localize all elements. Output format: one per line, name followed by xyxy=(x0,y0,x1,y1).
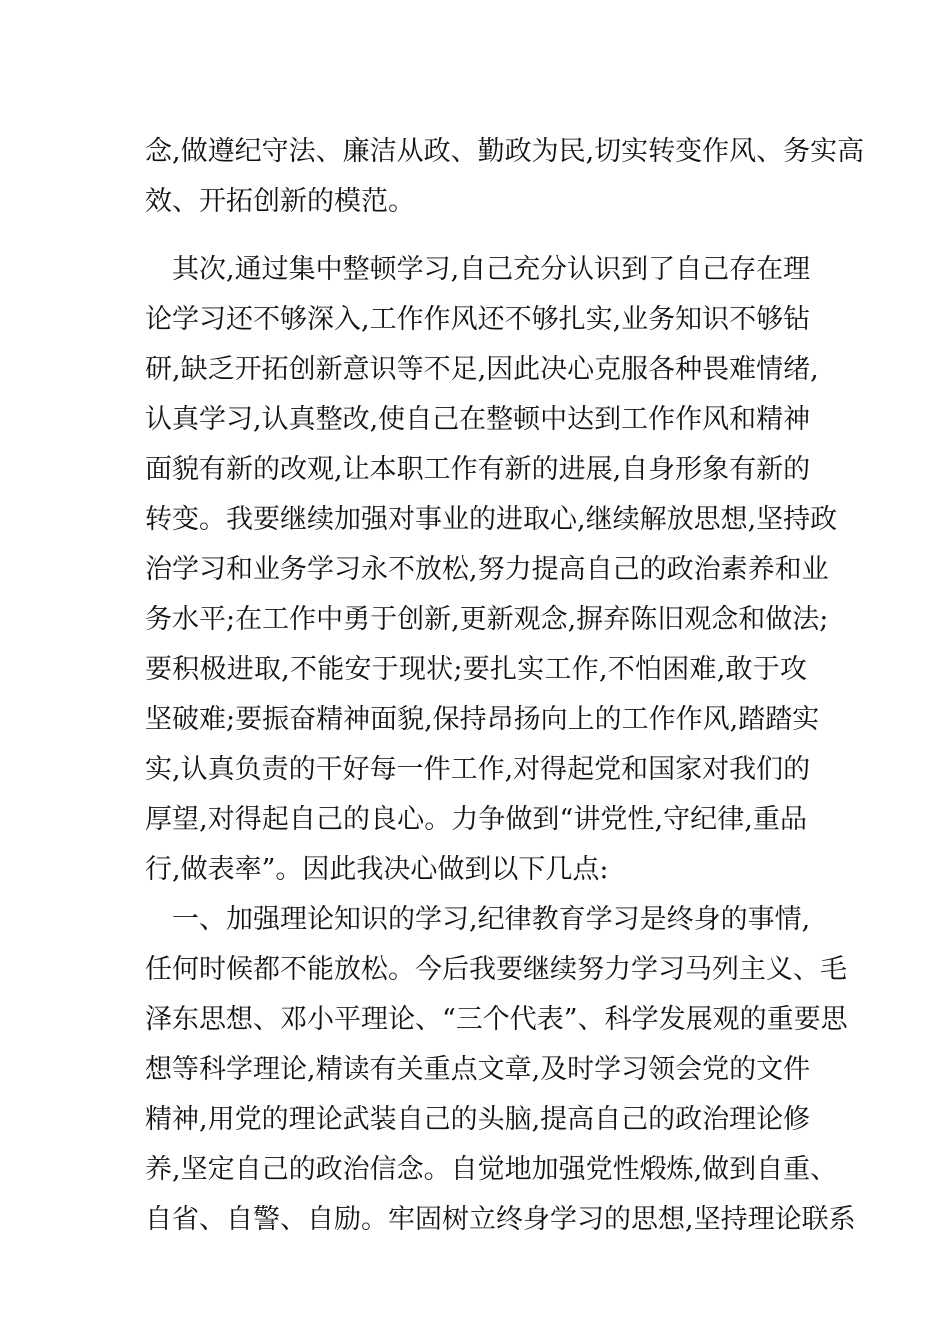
text-line: 转变。我要继续加强对事业的进取心,继续解放思想,坚持政 xyxy=(145,504,838,535)
text-line: 一、加强理论知识的学习,纪律教育学习是终身的事情, xyxy=(145,904,811,935)
text-line: 精神,用党的理论武装自己的头脑,提高自己的政治理论修 xyxy=(145,1104,811,1135)
text-line: 自省、自警、自励。牢固树立终身学习的思想,坚持理论联系 xyxy=(145,1204,856,1235)
text-line: 研,缺乏开拓创新意识等不足,因此决心克服各种畏难情绪, xyxy=(145,354,819,385)
text-line: 坚破难;要振奋精神面貌,保持昂扬向上的工作作风,踏踏实 xyxy=(145,704,820,735)
text-line: 任何时候都不能放松。今后我要继续努力学习马列主义、毛 xyxy=(145,954,847,985)
paragraph-3 xyxy=(145,895,856,1245)
text-line: 治学习和业务学习永不放松,努力提高自己的政治素养和业 xyxy=(145,554,829,585)
text-line: 想等科学理论,精读有关重点文章,及时学习领会党的文件 xyxy=(145,1054,811,1085)
text-line: 效、开拓创新的模范。 xyxy=(145,186,415,217)
text-line: 认真学习,认真整改,使自己在整顿中达到工作作风和精神 xyxy=(145,404,811,435)
paragraph-1 xyxy=(145,127,865,227)
text-line: 务水平;在工作中勇于创新,更新观念,摒弃陈旧观念和做法; xyxy=(145,604,829,635)
document-page xyxy=(145,127,865,1245)
text-line: 养,坚定自己的政治信念。自觉地加强党性煅炼,做到自重、 xyxy=(145,1154,838,1185)
paragraph-2 xyxy=(145,245,838,895)
text-line: 行,做表率”。因此我决心做到以下几点: xyxy=(145,854,609,885)
text-line: 其次,通过集中整顿学习,自己充分认识到了自己存在理 xyxy=(145,254,811,285)
text-line: 论学习还不够深入,工作作风还不够扎实,业务知识不够钻 xyxy=(145,304,811,335)
text-line: 实,认真负责的干好每一件工作,对得起党和国家对我们的 xyxy=(145,754,811,785)
text-line: 泽东思想、邓小平理论、“三个代表”、科学发展观的重要思 xyxy=(145,1004,848,1035)
text-line: 要积极进取,不能安于现状;要扎实工作,不怕困难,敢于攻 xyxy=(145,654,807,685)
text-line: 厚望,对得起自己的良心。力争做到“讲党性,守纪律,重品 xyxy=(145,804,807,835)
text-line: 念,做遵纪守法、廉洁从政、勤政为民,切实转变作风、务实高 xyxy=(145,136,865,167)
text-line: 面貌有新的改观,让本职工作有新的进展,自身形象有新的 xyxy=(145,454,811,485)
